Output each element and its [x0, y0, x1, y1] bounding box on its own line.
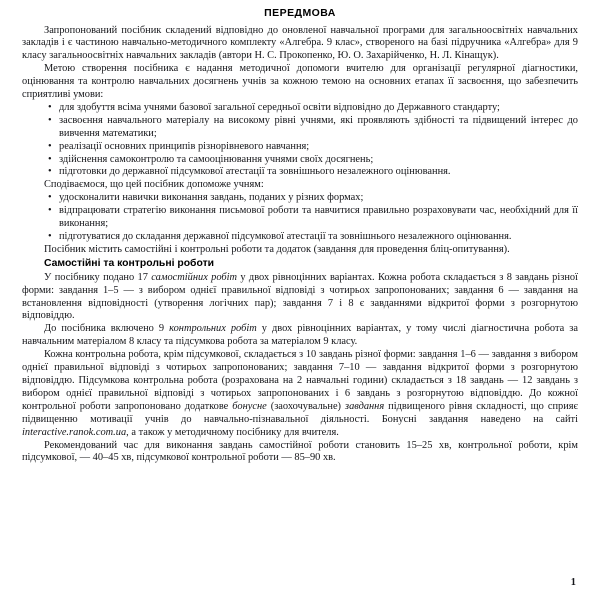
- body-paragraph-1: [22, 272, 578, 324]
- list-item-label: реалізації основних принципів різнорівневого навчання;: [59, 140, 310, 152]
- body-paragraph-1-part-a: У посібнику подано 17: [44, 271, 152, 283]
- body-paragraph-3-part-d: , а також у методичному посібнику для вчителя.: [126, 426, 339, 438]
- italic-kontrolnyh-robit: контрольних робіт: [169, 323, 257, 335]
- page-title: ПЕРЕДМОВА: [264, 7, 336, 19]
- body-paragraph-4: Рекомендований час для виконання завдань самостійної роботи становить 15–25 хв, контрольної роботи, крім підсумкової, — 40–45 хв, підсумкової контрольної роботи — 85–90 хв.: [22, 439, 578, 464]
- section-heading: Самостійні та контрольні роботи: [44, 258, 215, 270]
- list-item: [22, 205, 578, 231]
- body-paragraph-3-part-a: Кожна контрольна робота, крім підсумкової, складається з 10 завдань різної форми: завдання 1–6 — завдання з вибором однієї правильної відповіді з чотирьох запропонованих; завдання 7–10 — завдання відкритої форми з розгорнутою відповіддю. Підсумкова контрольна робота (розрахована на 2 навчальні години) складається з 18 завдань — 12 завдань з вибором однієї правильної відповіді з чотирьох запропонованих і 6 завдань з розгорнутою відповіддю. До кожної контрольної роботи запропоновано додаткове: [22, 349, 578, 412]
- page-number: 1: [570, 577, 576, 588]
- body-paragraph-2-part-a: До посібника включено 9: [44, 323, 170, 335]
- italic-bonusne: бонусне: [232, 400, 267, 412]
- bullet-dot-icon: •: [48, 140, 52, 152]
- list-item: [22, 154, 578, 167]
- list-item-label: підготовки до державної підсумкової атестації та зовнішнього незалежного оцінювання.: [59, 166, 451, 178]
- bullet-dot-icon: •: [48, 205, 52, 217]
- bullet-dot-icon: •: [48, 231, 52, 242]
- list-item-label: здійснення самоконтролю та самооцінювання учнями своїх досягнень;: [59, 153, 374, 165]
- body-paragraph-3-part-c: підвищеного рівня складності, що сприяє підвищенню мотивації учнів до навчально-пізнавальної діяльності. Бонусні завдання наведено на сайті: [22, 400, 579, 425]
- intro-paragraph-1: Запропонований посібник складений відповідно до оновленої навчальної програми для загальноосвітніх навчальних закладів і є частиною навчально-методичного комплекту «Алгебра. 9 клас», створеного на базі підручника «Алгебра» для 9 класу загальноосвітніх навчальних закладів (автори Н. С. Прокопенко, Ю. О. Захарійченко, Н. Л. Кінащук).: [22, 24, 578, 62]
- italic-site-url: interactive.ranok.com.ua: [22, 426, 127, 438]
- body-paragraph-1-part-b: у двох рівноцінних варіантах. Кожна робота складається з 8 завдань різної форми: завдання 1–5 — з вибором однієї правильної відповіді з чотирьох запропонованих; завдання 6 — завдання на встановлення відповідності (утворення логічних пар); завдання 7 і 8 є завданнями відкритої форми з розгорнутою відповіддю.: [22, 271, 578, 322]
- list-item-label: підготуватися до складання державної підсумкової атестації та зовнішнього незалежного оцінювання.: [59, 231, 512, 242]
- hope-paragraph: Сподіваємося, що цей посібник допоможе учням:: [44, 179, 264, 191]
- body-paragraph-3: [22, 349, 578, 439]
- list-item: [22, 102, 578, 115]
- bullet-dot-icon: •: [48, 192, 52, 204]
- list-item-label: відпрацювати стратегію виконання письмової роботи та навчитися правильно розраховувати час, необхідний для її виконання;: [59, 205, 578, 230]
- body-paragraph-3-part-b: (заохочувальне): [266, 400, 346, 412]
- list-item: [22, 115, 578, 141]
- second-bullet-list: [22, 192, 578, 244]
- list-item-label: удосконалити навички виконання завдань, поданих у різних формах;: [59, 192, 364, 204]
- list-item: [22, 192, 578, 205]
- list-item-label: засвоєння навчального матеріалу на високому рівні учнями, які проявляють здібності та підвищений інтерес до вивчення математики;: [59, 114, 578, 139]
- body-paragraph-2-part-b: у двох рівноцінних варіантах, у тому числі діагностична робота за навчальним матеріалом 8 класу та підсумкова робота за матеріалом 9 класу.: [22, 323, 578, 348]
- italic-samostiynyh-robit: самостійних робіт: [151, 271, 238, 283]
- bullet-dot-icon: •: [48, 101, 52, 113]
- bullet-dot-icon: •: [48, 153, 52, 165]
- intro-paragraph-2: Метою створення посібника є надання методичної допомоги вчителю для організації регулярної діагностики, оцінювання та контролю навчальних досягнень учнів за кожною темою на основних етапах її засвоєння, що забезпечить сприятливі умови:: [22, 63, 578, 101]
- list-item: [22, 231, 578, 244]
- body-paragraph-2: [22, 323, 578, 349]
- bullet-dot-icon: •: [48, 166, 52, 178]
- list-item: [22, 141, 578, 154]
- first-bullet-list: [22, 102, 578, 179]
- list-item: [22, 166, 578, 179]
- bullet-dot-icon: •: [48, 114, 52, 126]
- contents-paragraph: Посібник містить самостійні і контрольні роботи та додаток (завдання для проведення бліц-опитування).: [44, 243, 510, 255]
- italic-zavdannya: завдання: [345, 400, 385, 412]
- list-item-label: для здобуття всіма учнями базової загальної середньої освіти відповідно до Державного стандарту;: [59, 101, 500, 113]
